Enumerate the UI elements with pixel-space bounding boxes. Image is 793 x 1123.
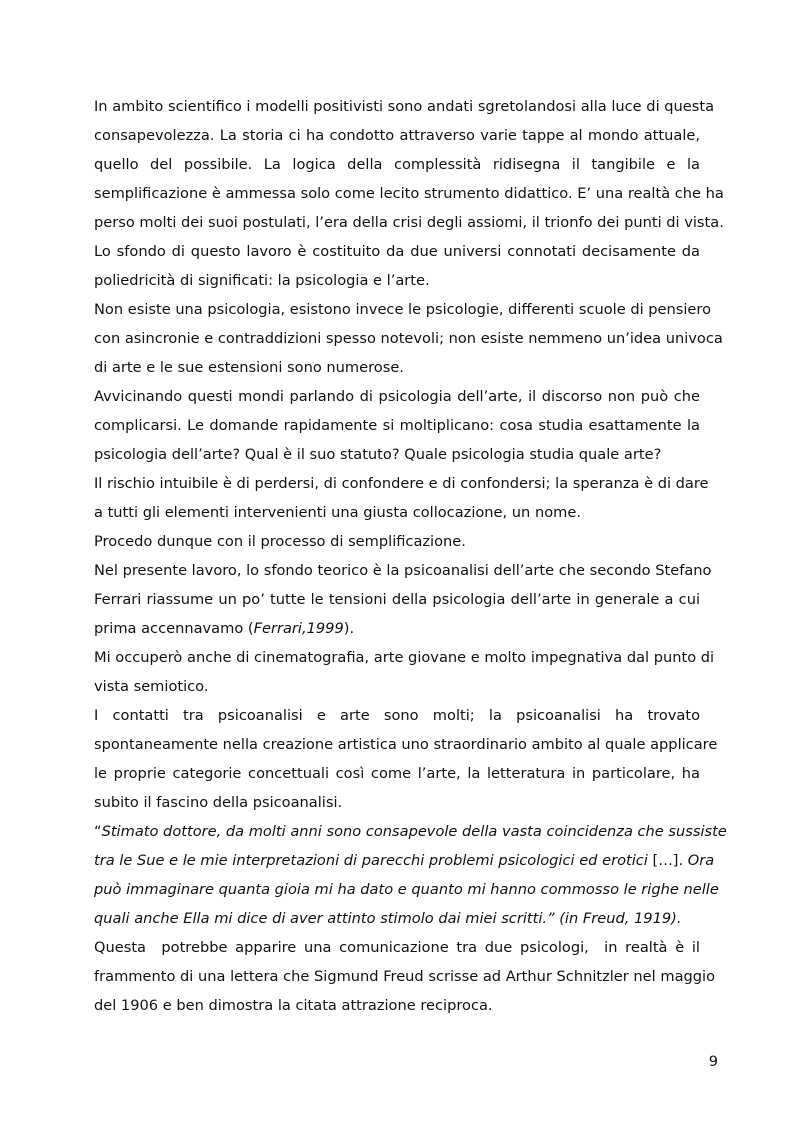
text-line: semplificazione è ammessa solo come lecito strumento didattico. E’ una realtà che ha: [94, 185, 724, 202]
text-line: poliedricità di significati: la psicologia e l’arte.: [94, 272, 430, 289]
body-text: [94, 92, 727, 1020]
text-line: subito il fascino della psicoanalisi.: [94, 794, 343, 811]
ferrari-citation-line: [94, 614, 700, 643]
text-line: Lo sfondo di questo lavoro è costituito da due universi connotati decisamente da: [94, 243, 700, 260]
quote-ellipsis: […].: [647, 852, 688, 869]
text-line: con asincronie e contraddizioni spesso notevoli; non esiste nemmeno un’idea univoca: [94, 330, 723, 347]
quote-line: può immaginare quanta gioia mi ha dato e quanto mi hanno commosso le righe nelle: [94, 881, 719, 898]
text-line: complicarsi. Le domande rapidamente si moltiplicano: cosa studia esattamente la: [94, 417, 700, 434]
text-line: quello del possibile. La logica della complessità ridisegna il tangibile e la: [94, 156, 700, 173]
text-line: Avvicinando questi mondi parlando di psicologia dell’arte, il discorso non può che: [94, 388, 700, 405]
quote-text: tra le Sue e le mie interpretazioni di parecchi problemi psicologici ed erotici: [94, 852, 648, 869]
text-line: Il rischio intuibile è di perdersi, di confondere e di confondersi; la speranza è di dare: [94, 475, 709, 492]
quote-text: Stimato dottore, da molti anni sono consapevole della vasta coincidenza che sussiste: [101, 823, 727, 840]
text-line: le proprie categorie concettuali così come l’arte, la letteratura in particolare, ha: [94, 765, 700, 782]
text-line: Questa potrebbe apparire una comunicazione tra due psicologi, in realtà è il: [94, 939, 700, 956]
page-number: 9: [708, 1053, 718, 1070]
citation: Ferrari,1999: [253, 620, 344, 637]
text-line: Mi occuperò anche di cinematografia, arte giovane e molto impegnativa dal punto di: [94, 649, 715, 666]
text-line: In ambito scientifico i modelli positivisti sono andati sgretolandosi alla luce di questa: [94, 98, 715, 115]
text-line: I contatti tra psicoanalisi e arte sono molti; la psicoanalisi ha trovato: [94, 707, 700, 724]
text-line: del 1906 e ben dimostra la citata attrazione reciproca.: [94, 997, 493, 1014]
quote-open-mark: “: [94, 823, 102, 840]
text-line: psicologia dell’arte? Qual è il suo statuto? Quale psicologia studia quale arte?: [94, 446, 662, 463]
quote-line: [94, 846, 715, 875]
text-line: Procedo dunque con il processo di semplificazione.: [94, 533, 466, 550]
quote-text: Ora: [687, 852, 715, 869]
text-line: vista semiotico.: [94, 678, 209, 695]
text-line: perso molti dei suoi postulati, l’era della crisi degli assiomi, il trionfo dei punti di vista.: [94, 214, 724, 231]
text-line: di arte e le sue estensioni sono numerose.: [94, 359, 404, 376]
text-segment: ).: [343, 620, 355, 637]
quote-line: quali anche Ella mi dice di aver attinto stimolo dai miei scritti.” (in Freud, 1919).: [94, 910, 682, 927]
text-line: Non esiste una psicologia, esistono invece le psicologie, differenti scuole di pensiero: [94, 301, 712, 318]
text-segment: prima accennavamo (: [94, 620, 254, 637]
text-line: Ferrari riassume un po’ tutte le tensioni della psicologia dell’arte in generale a cui: [94, 591, 700, 608]
text-line: a tutti gli elementi intervenienti una giusta collocazione, un nome.: [94, 504, 581, 521]
text-line: Nel presente lavoro, lo sfondo teorico è la psicoanalisi dell’arte che secondo Stefano: [94, 562, 712, 579]
text-line: consapevolezza. La storia ci ha condotto attraverso varie tappe al mondo attuale,: [94, 127, 700, 144]
text-line: frammento di una lettera che Sigmund Freud scrisse ad Arthur Schnitzler nel maggio: [94, 968, 716, 985]
quote-line: [94, 817, 727, 846]
text-line: spontaneamente nella creazione artistica uno straordinario ambito al quale applicare: [94, 736, 718, 753]
